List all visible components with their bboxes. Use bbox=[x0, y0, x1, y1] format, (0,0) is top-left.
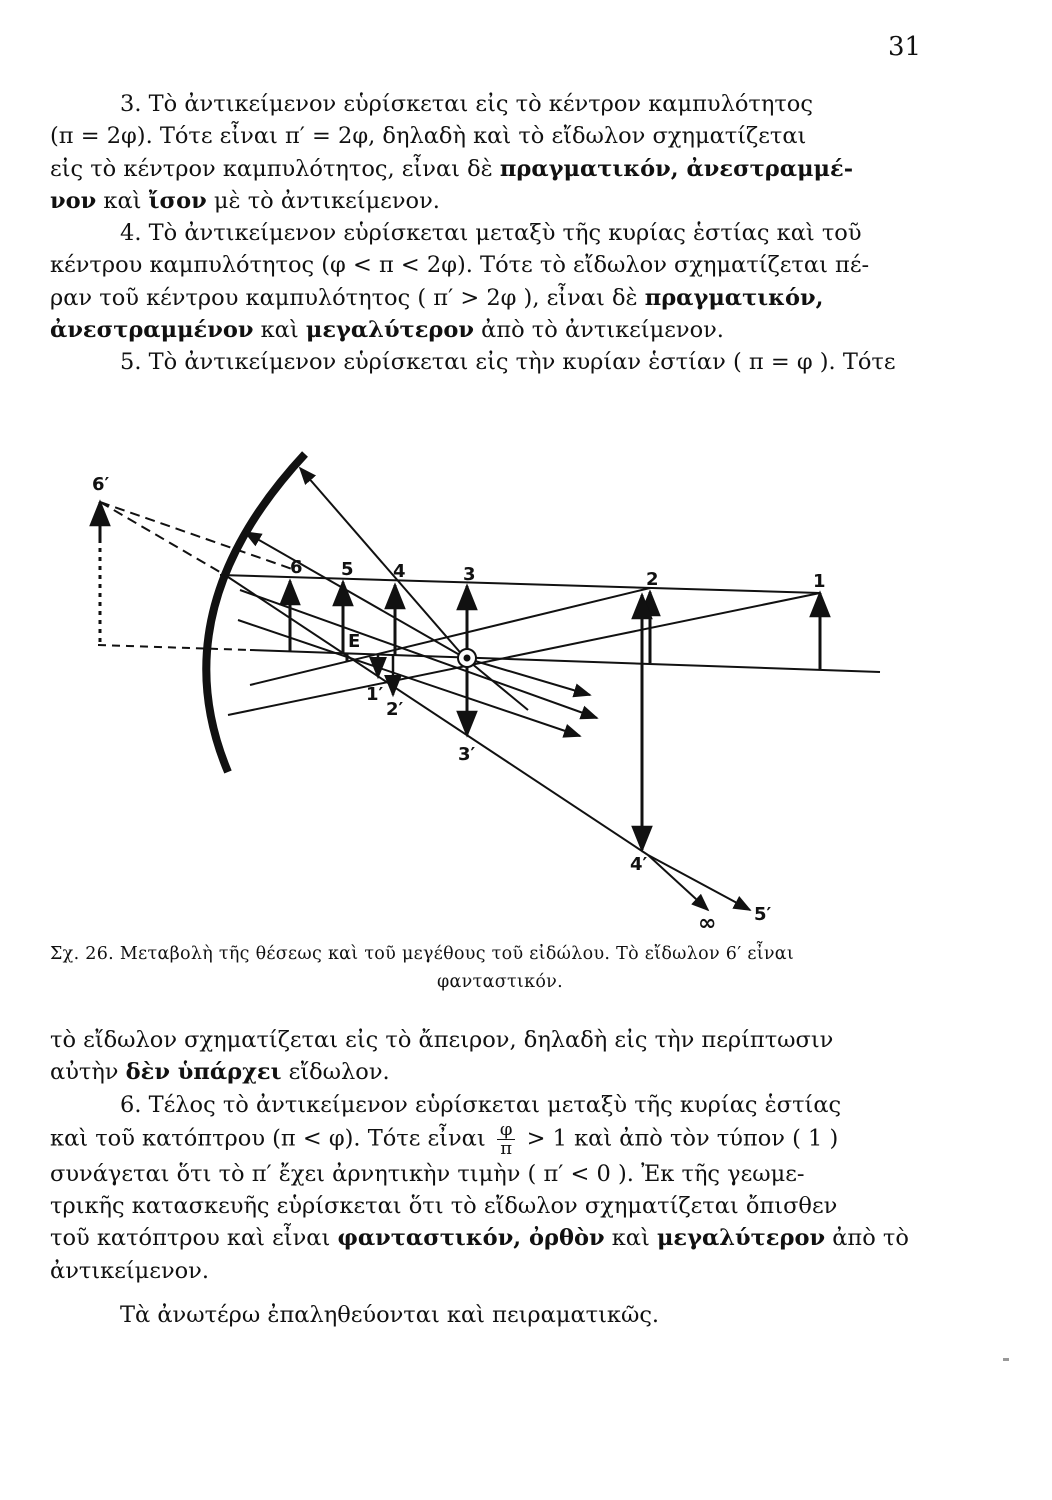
bottom-paragraphs bbox=[50, 1024, 928, 1331]
label-2: 2 bbox=[646, 569, 659, 590]
label-3: 3 bbox=[463, 564, 476, 585]
p3-line1: 3. Τὸ ἀντικείμενον εὑρίσκεται εἰς τὸ κέντρον καμπυλότητος bbox=[120, 91, 813, 117]
scan-speck bbox=[1003, 1358, 1009, 1361]
p5-line1: 5. Τὸ ἀντικείμενον εὑρίσκεται εἰς τὴν κυρίαν ἑστίαν ( π = φ ). Τότε bbox=[120, 349, 896, 376]
ray bbox=[250, 588, 650, 685]
bold-term: πραγματικόν, bbox=[644, 284, 824, 311]
p6-line2: καὶ τοῦ κατόπτρου (π < φ). Τότε εἶναι $\frac{\varphi}{\pi}$ > 1 καὶ ἀπὸ τὸν τύπον ( 1 ) bbox=[50, 1118, 839, 1159]
p6-line4: τρικῆς κατασκευῆς εὑρίσκεται ὅτι τὸ εἴδωλον σχηματίζεται ὄπισθεν bbox=[50, 1193, 838, 1220]
p4-line2: κέντρου καμπυλότητος (φ < π < 2φ). Τότε τὸ εἴδωλον σχηματίζεται πέ- bbox=[50, 252, 870, 279]
label-4prime: 4′ bbox=[630, 854, 648, 875]
label-4: 4 bbox=[393, 561, 406, 582]
bold-term: φανταστικόν, ὀρθὸν bbox=[337, 1225, 605, 1252]
caption-line1: Σχ. 26. Μεταβολὴ τῆς θέσεως καὶ τοῦ μεγέθους τοῦ εἰδώλου. Τὸ εἴδωλον 6′ εἶναι bbox=[50, 944, 795, 964]
ray bbox=[228, 593, 820, 715]
caption-line2: φανταστικόν. bbox=[437, 972, 563, 992]
page-number: 31 bbox=[888, 32, 922, 62]
ray bbox=[225, 575, 648, 855]
bold-term: μεγαλύτερον bbox=[656, 1225, 826, 1252]
mirror-diagram bbox=[60, 440, 960, 935]
bold-term: πραγματικόν, ἀνεστραμμέ- bbox=[499, 155, 854, 182]
bold-term: ἀνεστραμμένον bbox=[50, 317, 254, 344]
label-2prime: 2′ bbox=[386, 699, 404, 720]
p6-line5: τοῦ κατόπτρου καὶ εἶναι φανταστικόν, ὀρθὸν καὶ μεγαλύτερον ἀπὸ τὸ bbox=[50, 1225, 909, 1252]
p4-line4: ἀνεστραμμένον καὶ μεγαλύτερον ἀπὸ τὸ ἀντικείμενον. bbox=[50, 317, 724, 344]
figure-caption bbox=[50, 940, 950, 996]
ray bbox=[465, 658, 528, 710]
p4-line1: 4. Τὸ ἀντικείμενον εὑρίσκεται μεταξὺ τῆς κυρίας ἑστίας καὶ τοῦ bbox=[120, 220, 862, 247]
p4-line3: ραν τοῦ κέντρου καμπυλότητος ( π′ > 2φ ), εἶναι δὲ πραγματικόν, bbox=[50, 284, 824, 311]
b1-line2: αὐτὴν δὲν ὑπάρχει εἴδωλον. bbox=[50, 1059, 390, 1086]
label-6prime: 6′ bbox=[92, 474, 110, 495]
label-5: 5 bbox=[341, 559, 354, 580]
bold-term: ἴσον bbox=[148, 187, 207, 214]
label-1: 1 bbox=[813, 571, 826, 592]
ray bbox=[300, 468, 465, 658]
p6-line6: ἀντικείμενον. bbox=[50, 1257, 210, 1284]
bold-term: δὲν ὑπάρχει bbox=[125, 1059, 282, 1086]
bold-term: νον bbox=[50, 187, 97, 214]
label-1prime: 1′ bbox=[366, 684, 384, 705]
label-5prime: 5′ bbox=[754, 904, 772, 925]
p3-line4: νον καὶ ἴσον μὲ τὸ ἀντικείμενον. bbox=[50, 187, 440, 214]
label-3prime: 3′ bbox=[458, 744, 476, 765]
ray bbox=[240, 590, 597, 718]
label-infinity: ∞ bbox=[698, 911, 717, 935]
p6-line1: 6. Τέλος τὸ ἀντικείμενον εὑρίσκεται μεταξὺ τῆς κυρίας ἑστίας bbox=[120, 1091, 842, 1118]
p3-line2: (π = 2φ). Τότε εἶναι π′ = 2φ, δηλαδὴ καὶ τὸ εἴδωλον σχηματίζεται bbox=[50, 123, 807, 150]
fraction: $\frac{\varphi}{\pi}$ bbox=[497, 1121, 516, 1158]
bold-term: μεγαλύτερον bbox=[305, 317, 474, 344]
b1-line1: τὸ εἴδωλον σχηματίζεται εἰς τὸ ἄπειρον, δηλαδὴ εἰς τὴν περίπτωσιν bbox=[50, 1027, 834, 1053]
p3-line3: εἰς τὸ κέντρον καμπυλότητος, εἶναι δὲ πραγματικόν, ἀνεστραμμέ- bbox=[50, 155, 854, 182]
p6-line3: συνάγεται ὅτι τὸ π′ ἔχει ἀρνητικὴν τιμὴν ( π′ < 0 ). Ἐκ τῆς γεωμε- bbox=[50, 1160, 805, 1187]
parallel-ray bbox=[220, 575, 820, 593]
last-line: Τὰ ἀνωτέρω ἐπαληθεύονται καὶ πειραματικῶς. bbox=[120, 1302, 660, 1329]
label-E: Ε bbox=[348, 631, 361, 652]
label-6: 6 bbox=[290, 557, 303, 578]
top-paragraphs bbox=[50, 88, 928, 379]
